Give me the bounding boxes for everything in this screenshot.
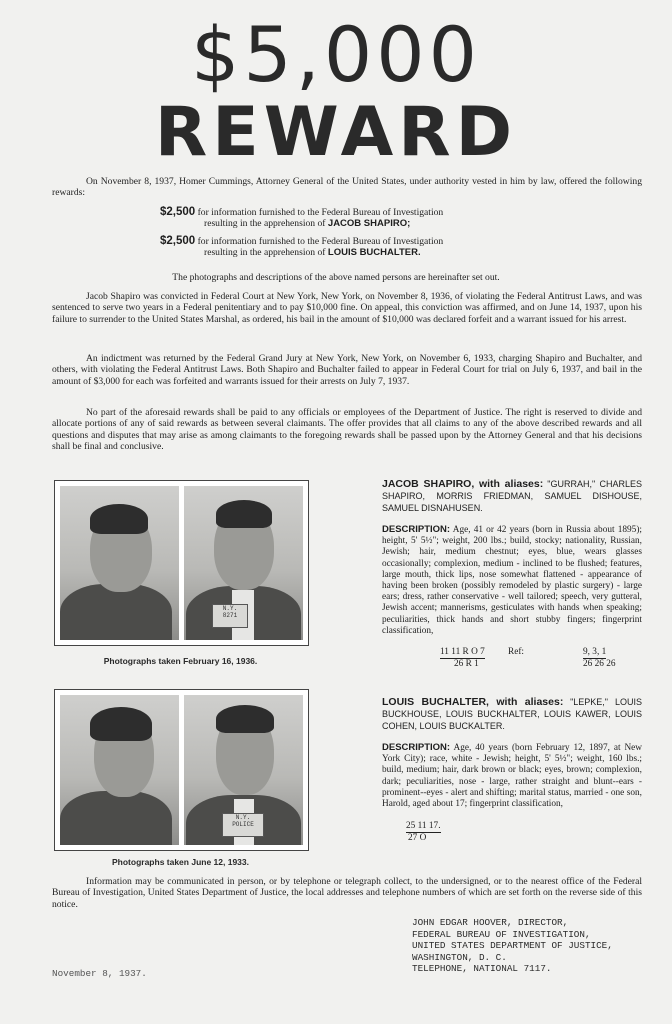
reward-amount: $2,500 (160, 235, 196, 247)
classification-denominator: 27 O (408, 833, 427, 843)
buchalter-photographs (54, 689, 309, 851)
footer-date: November 8, 1937. (52, 968, 147, 979)
photos-statement: The photographs and descriptions of the above named persons are hereinafter set out. (172, 272, 500, 283)
signature-line: TELEPHONE, NATIONAL 7117. (412, 963, 552, 974)
shapiro-conviction-paragraph: Jacob Shapiro was convicted in Federal Court at New York, New York, on November 8, 1936, of violating the Federal Antitrust Laws, and was sentenced to serve two years in a Federal penitentiary and to pay $10,000 fine. On appeal, this conviction was affirmed, and on June 14, 1937, upon his failure to surrender to the United States Marshal, as ordered, his bail in the amount of $10,000 was declared forfeit and a warrant issued for his arrest. (52, 291, 642, 325)
reward-line-buchalter (160, 236, 600, 259)
reward-amount: $2,500 (160, 206, 196, 218)
reward-name: LOUIS BUCHALTER. (327, 247, 421, 259)
shapiro-photographs (54, 480, 309, 646)
buchalter-photo-caption: Photographs taken June 12, 1933. (112, 857, 249, 867)
shapiro-photo-caption: Photographs taken February 16, 1936. (103, 656, 258, 666)
reward-title-heading: REWARD (154, 93, 518, 172)
shapiro-fingerprint-classification (440, 647, 640, 671)
classification-denominator: 26 R 1 (454, 659, 479, 669)
description-label: DESCRIPTION: (382, 742, 451, 753)
shapiro-description: Age, 41 or 42 years (born in Russia about 1895); height, 5' 5½"; weight, 200 lbs.; build, stocky; nationality, Russian, Jewish; hair, medium chestnut; eyes, blue, wears glasses occasionally; complexion, medium - inclined to be flushed; features, large mouth, thick lips, nose somewhat flattened - appearance of having been broken (possibly remodeled by plastic surgery) - large ears; dress, rather conservative - well tailored; speech, very gutteral, Jewish accent; mannerisms, gesticulates with hands when speaking; peculiarities, thick hands and short stubby fingers; fingerprint classification, (382, 525, 643, 636)
shapiro-front-photo: N.Y. 8271 (184, 486, 303, 640)
shapiro-profile-photo (60, 486, 179, 640)
conditions-paragraph: No part of the aforesaid rewards shall be paid to any officials or employees of the Department of Justice. The right is reserved to divide and allocate portions of any of said rewards as between several claimants. The offer provides that all claims to any of the above described rewards and all questions and disputes that may arise as among claimants to the foregoing rewards shall be passed upon by the Attorney General and that his decisions shall be final and conclusive. (52, 407, 642, 453)
ref-denominator: 26 26 26 (583, 659, 616, 669)
description-label: DESCRIPTION: (382, 524, 451, 535)
shapiro-aliases: "GURRAH," CHARLES SHAPIRO, MORRIS FRIEDMAN, SAMUEL DISHOUSE, SAMUEL DISNAHUSEN. (382, 479, 642, 513)
buchalter-description-block (382, 696, 642, 810)
buchalter-profile-photo (60, 695, 179, 845)
buchalter-aliases: "LEPKE," LOUIS BUCKHOUSE, LOUIS BUCKHALTER, LOUIS KAWER, LOUIS COHEN, LOUIS BUCKALTER. (382, 697, 642, 731)
reward-line-shapiro (160, 207, 600, 230)
classification-numerator: 25 11 17. (406, 821, 441, 831)
signature-line: WASHINGTON, D. C. (412, 951, 507, 963)
reward-text: for information furnished to the Federal Bureau of Investigation (197, 236, 444, 247)
classification-numerator: 11 11 R O 7 (440, 647, 485, 657)
reward-text: for information furnished to the Federal Bureau of Investigation (197, 207, 444, 218)
indictment-paragraph: An indictment was returned by the Federal Grand Jury at New York, New York, on November 6, 1933, charging Shapiro and Buchalter, and others, with violating the Federal Antitrust Laws. Both Shapiro and Buchalter failed to appear in Federal Court for trial on July 6, 1937, and bail in the amount of $3,000 for each was forfeited and warrants issued for their arrests on July 7, 1937. (52, 353, 642, 387)
buchalter-fingerprint-classification (406, 821, 506, 845)
reward-text-2: resulting in the apprehension of (204, 218, 326, 230)
shapiro-name: JACOB SHAPIRO, with aliases: (382, 478, 544, 490)
buchalter-front-photo: N.Y. POLICE (184, 695, 303, 845)
signature-line: JOHN EDGAR HOOVER, DIRECTOR, (412, 917, 569, 928)
signature-line: UNITED STATES DEPARTMENT OF JUSTICE, (412, 940, 613, 951)
reward-amount-heading: $5,000 (191, 10, 481, 99)
classification-ref-label: Ref: (508, 647, 525, 657)
buchalter-description: Age, 40 years (born February 12, 1897, at New York City); race, white - Jewish; height, 5' 5½"; weight, 160 lbs.; build, medium; hair, dark brown or black; eyes, brown; complexion, dark; peculiarities, nose - large, rather straight and blunt--ears - prominent--eyes - alert and shifting; marital status, married - one son, Harold, aged about 17; fingerprint classification, (382, 743, 642, 810)
contact-paragraph: Information may be communicated in person, or by telephone or telegraph collect, to the undersigned, or to the nearest office of the Federal Bureau of Investigation, United States Department of Justice, the local addresses and telephone numbers of which are set forth on the reverse side of this notice. (52, 876, 642, 910)
ref-numerator: 9, 3, 1 (583, 647, 607, 657)
reward-text-2: resulting in the apprehension of (204, 247, 326, 259)
signature-block (412, 917, 652, 975)
signature-line: FEDERAL BUREAU OF INVESTIGATION, (412, 928, 591, 940)
intro-paragraph: On November 8, 1937, Homer Cummings, Attorney General of the United States, under authority vested in him by law, offered the following rewards: (52, 176, 642, 199)
reward-name: JACOB SHAPIRO; (327, 218, 411, 230)
shapiro-description-block (382, 478, 642, 637)
buchalter-name: LOUIS BUCHALTER, with aliases: (382, 696, 564, 708)
